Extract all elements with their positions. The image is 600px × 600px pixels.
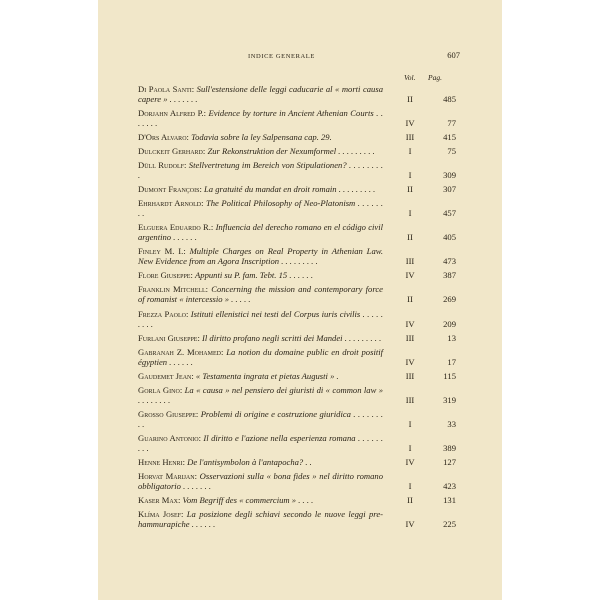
work-title: La posizione degli schiavi secondo le nuove leggi pre-hammurapiche . . . . . .	[138, 508, 383, 529]
separator: :	[199, 184, 205, 195]
volume-number: III	[405, 332, 415, 343]
author-name: Dorjahn Alfred P.	[138, 108, 204, 119]
work-title: La notion du domaine public en droit positif égyptien . . . . . .	[138, 346, 384, 367]
page-reference: 457	[443, 208, 456, 219]
author-name: Düll Rudolf	[138, 160, 184, 171]
page-reference: 485	[443, 94, 456, 104]
separator: :	[203, 108, 209, 119]
work-title: Concerning the mission and contemporary force of romanist « intercessio » . . . . .	[138, 284, 383, 305]
author-name: Grosso Giuseppe	[138, 408, 196, 419]
author-name: Gaudemet Jean	[138, 370, 192, 381]
author-name: Elguera Eduardo R.	[138, 222, 211, 233]
separator: :	[210, 222, 216, 233]
separator: :	[180, 508, 187, 519]
author-name: Klíma Josef	[138, 508, 181, 519]
work-title: « Testamenta ingrata et pietas Augusti » .	[195, 370, 339, 381]
book-page	[98, 0, 502, 600]
index-entry	[138, 309, 494, 329]
volume-number: IV	[405, 270, 415, 281]
separator: :	[201, 198, 206, 209]
author-name: Frezza Paolo	[138, 308, 186, 319]
separator: :	[195, 408, 201, 419]
separator: :	[191, 84, 197, 94]
entry-text	[138, 457, 383, 467]
author-name: Gorla Gino	[138, 384, 180, 395]
work-title: Problemi di origine e costruzione giuridica . . . . . . . . .	[138, 408, 383, 429]
page-reference: 307	[443, 184, 456, 195]
entry-text	[138, 246, 383, 266]
separator: :	[185, 308, 191, 319]
author-name: Dulckeit Gerhard	[138, 146, 203, 157]
author-name: Horvat Marijan	[138, 470, 195, 481]
volume-number: III	[405, 132, 415, 143]
author-name: D'Ors Alvaro	[138, 132, 187, 143]
volume-number: II	[407, 94, 413, 104]
index-entry	[138, 371, 494, 381]
work-title: Istituti ellenistici nei testi del Corpus iuris civilis . . . . . . . . .	[138, 308, 383, 329]
index-entry	[138, 198, 494, 218]
page-reference: 387	[443, 270, 456, 281]
work-title: La gratuité du mandat en droit romain . . . . . . . . .	[204, 184, 376, 195]
index-entry	[138, 146, 494, 156]
entry-text	[138, 270, 383, 280]
entry-text	[138, 222, 383, 242]
index-entry	[138, 409, 494, 429]
page-reference: 309	[443, 170, 456, 181]
index-entry	[138, 347, 494, 367]
entry-text	[138, 284, 383, 304]
work-title: Influencia del derecho romano en el código civil argentino . . . . . .	[138, 222, 383, 243]
volume-number: IV	[405, 356, 415, 367]
entry-text	[138, 160, 383, 180]
separator: :	[220, 346, 227, 357]
page-reference: 269	[443, 294, 456, 305]
volume-number: I	[408, 170, 412, 181]
work-title: Il diritto e l'azione nella esperienza romana . . . . . . . . .	[138, 432, 383, 453]
volume-number: III	[405, 370, 415, 381]
separator: :	[186, 132, 192, 143]
work-title: The Political Philosophy of Neo-Platonism . . . . . . . .	[138, 198, 383, 219]
work-title: Il diritto profano negli scritti dei Mandei . . . . . . . . .	[202, 332, 382, 343]
volume-number: IV	[405, 456, 415, 467]
author-name: Furlani Giuseppe	[138, 332, 198, 343]
entry-text	[138, 471, 383, 491]
column-header-pag: Pag.	[428, 73, 442, 82]
entry-text	[138, 132, 383, 142]
running-header	[98, 50, 502, 64]
separator: :	[190, 270, 196, 281]
work-title: Sull'estensione delle leggi caducarie al « morti causa capere » . . . . . . .	[138, 84, 383, 104]
index-entry	[138, 457, 494, 467]
volume-number: II	[407, 494, 413, 505]
author-name: Guarino Antonio	[138, 432, 199, 443]
entry-text	[138, 184, 383, 194]
page-reference: 389	[443, 442, 456, 453]
index-entry	[138, 433, 494, 453]
separator: :	[191, 370, 196, 381]
work-title: Zur Rekonstruktion der Nexumformel . . . . . . . . .	[207, 146, 375, 157]
page-reference: 225	[443, 518, 456, 529]
author-name: Henne Henri	[138, 456, 183, 467]
index-entry	[138, 160, 494, 180]
page-reference: 115	[443, 370, 456, 381]
volume-number: I	[408, 442, 412, 453]
index-entry	[138, 471, 494, 491]
work-title: Todavia sobre la ley Salpensana cap. 29.	[191, 132, 332, 143]
work-title: Appunti su P. fam. Tebt. 15 . . . . . .	[195, 270, 313, 281]
index-entry	[138, 246, 494, 266]
author-name: Dumont François	[138, 184, 200, 195]
work-title: De l'antisymbolon à l'antapocha? . .	[187, 456, 312, 467]
page-reference: 209	[443, 318, 456, 329]
index-entry	[138, 84, 494, 104]
column-header-vol: Vol.	[404, 73, 416, 82]
entry-text	[138, 409, 383, 429]
volume-number: I	[408, 146, 412, 157]
separator: :	[205, 284, 212, 295]
index-entry	[138, 184, 494, 194]
volume-number: II	[407, 184, 413, 195]
index-entries	[138, 84, 494, 533]
author-name: Gabranah Z. Mohamed	[138, 346, 221, 357]
separator: :	[194, 470, 200, 481]
author-name: Flore Giuseppe	[138, 270, 191, 281]
index-entry	[138, 495, 494, 505]
page-reference: 423	[443, 480, 456, 491]
volume-number: I	[408, 418, 412, 429]
page-reference: 75	[447, 146, 456, 157]
volume-number: IV	[405, 118, 415, 129]
page-reference: 319	[443, 394, 456, 405]
page-reference: 127	[443, 456, 456, 467]
index-entry	[138, 385, 494, 405]
index-entry	[138, 333, 494, 343]
page-reference: 17	[447, 356, 456, 367]
work-title: Vom Begriff des « commercium » . . . .	[182, 494, 314, 505]
entry-text	[138, 347, 383, 367]
page-reference: 131	[443, 494, 456, 505]
page-reference: 473	[443, 256, 456, 267]
volume-number: I	[408, 208, 412, 219]
separator: :	[198, 432, 204, 443]
index-entry	[138, 132, 494, 142]
work-title: Multiple Charges on Real Property in Athenian Law. New Evidence from an Agora Inscription . . . . . . . . .	[138, 246, 383, 267]
separator: :	[202, 146, 208, 157]
author-name: Kaser Max	[138, 494, 178, 505]
page-reference: 77	[447, 118, 456, 129]
author-name: Franklin Mitchell	[138, 284, 206, 295]
separator: :	[184, 160, 189, 171]
page-reference: 405	[443, 232, 456, 243]
page-reference: 13	[447, 332, 456, 343]
separator: :	[183, 246, 190, 257]
volume-number: IV	[405, 318, 415, 329]
author-name: Finley M. I.	[138, 246, 184, 257]
page-reference: 415	[443, 132, 456, 143]
entry-text	[138, 198, 383, 218]
index-entry	[138, 222, 494, 242]
work-title: Stellvertretung im Bereich von Stipulationen? . . . . . . . . .	[138, 160, 383, 181]
work-title: Evidence by torture in Ancient Athenian Courts . . . . . . .	[138, 108, 383, 129]
entry-text	[138, 84, 383, 104]
page-number: 607	[447, 50, 460, 60]
separator: :	[197, 332, 203, 343]
author-name: Di Paola Santi	[138, 84, 192, 94]
volume-number: IV	[405, 518, 415, 529]
separator: :	[182, 456, 188, 467]
entry-text	[138, 433, 383, 453]
entry-text	[138, 146, 383, 156]
entry-text	[138, 509, 383, 529]
entry-text	[138, 309, 383, 329]
index-entry	[138, 270, 494, 280]
volume-number: II	[407, 294, 413, 305]
index-entry	[138, 284, 494, 304]
entry-text	[138, 495, 383, 505]
entry-text	[138, 371, 383, 381]
index-entry	[138, 509, 494, 529]
volume-number: I	[408, 480, 412, 491]
entry-text	[138, 333, 383, 343]
volume-number: III	[405, 394, 415, 405]
page-reference: 33	[447, 418, 456, 429]
entry-text	[138, 108, 383, 128]
work-title: La « causa » nel pensiero dei giuristi di « common law » . . . . . . . .	[138, 384, 384, 405]
separator: :	[178, 494, 183, 505]
header-title: INDICE GENERALE	[248, 53, 315, 60]
author-name: Ehrhardt Arnold	[138, 198, 202, 209]
separator: :	[179, 384, 185, 395]
volume-number: II	[407, 232, 413, 243]
work-title: Osservazioni sulla « bona fides » nel diritto romano obbligatorio . . . . . . .	[138, 470, 384, 491]
volume-number: III	[405, 256, 415, 267]
entry-text	[138, 385, 383, 405]
index-entry	[138, 108, 494, 128]
